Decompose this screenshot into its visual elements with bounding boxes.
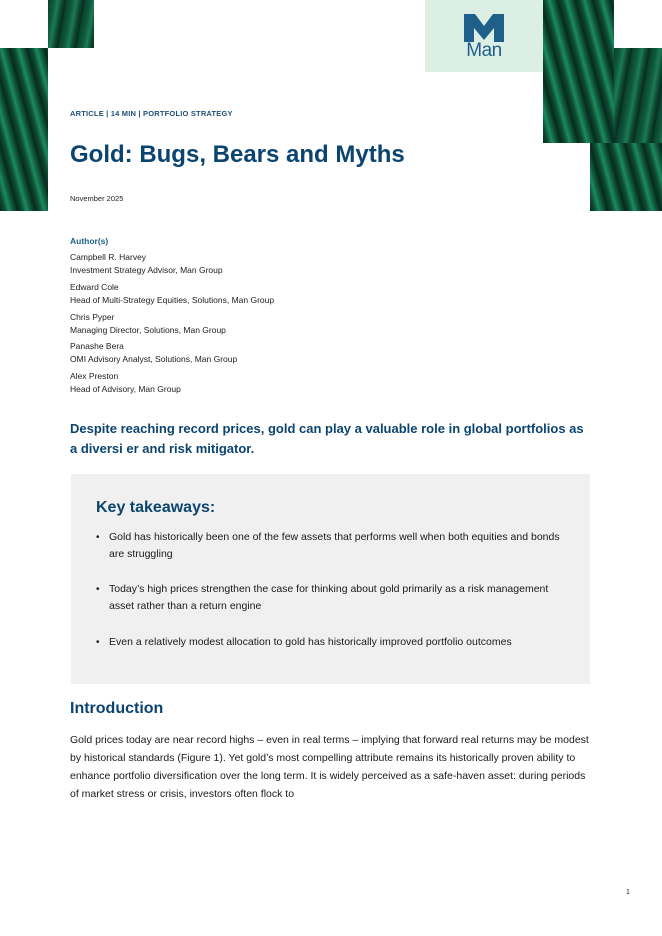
takeaway-item: • Today’s high prices strengthen the case for thinking about gold primarily as a risk management asset rather than a return engine — [109, 581, 569, 615]
page-title: Gold: Bugs, Bears and Myths — [70, 141, 405, 168]
brand-logo — [425, 0, 543, 72]
author-entry — [70, 281, 274, 307]
man-logo-icon — [464, 14, 504, 42]
takeaway-item: • Even a relatively modest allocation to gold has historically improved portfolio outcomes — [109, 634, 569, 651]
introduction-heading: Introduction — [70, 700, 164, 717]
decorative-pattern-top-left — [48, 0, 94, 48]
article-lede: Despite reaching record prices, gold can play a valuable role in global portfolios as a diversi er and risk mitigator. — [70, 421, 584, 456]
author-entry — [70, 340, 237, 366]
author-name: Alex Preston — [70, 371, 119, 381]
decorative-pattern-right-strip — [614, 48, 662, 143]
author-entry — [70, 311, 226, 337]
decorative-pattern-right-upper — [543, 0, 614, 143]
author-name: Chris Pyper — [70, 312, 115, 322]
page-number: 1 — [626, 889, 630, 896]
author-role: Head of Advisory, Man Group — [70, 384, 181, 394]
author-name: Panashe Bera — [70, 341, 124, 351]
key-takeaways-heading: Key takeaways: — [96, 499, 216, 516]
author-role: Managing Director, Solutions, Man Group — [70, 325, 226, 335]
key-takeaways-box — [71, 474, 590, 684]
takeaway-item: • Gold has historically been one of the few assets that performs well when both equities and bonds are struggling — [109, 529, 569, 563]
author-role: OMI Advisory Analyst, Solutions, Man Group — [70, 354, 238, 364]
publication-date: November 2025 — [70, 194, 124, 203]
author-role: Head of Multi-Strategy Equities, Solutions, Man Group — [70, 295, 275, 305]
author-entry — [70, 370, 181, 396]
author-entry — [70, 251, 223, 277]
author-name: Edward Cole — [70, 282, 119, 292]
introduction-body: Gold prices today are near record highs – even in real terms – implying that forward real returns may be modest by historical standards (Figure 1). Yet gold’s most compelling attribute remains its historically proven ability to enhance portfolio diversification over the long term. It is widely perceived as a safe-haven asset: during periods of market stress or crisis, investors often flock to — [70, 734, 589, 800]
decorative-pattern-right-lower — [590, 143, 662, 211]
decorative-pattern-left — [0, 48, 48, 211]
logo-wordmark: Man — [466, 40, 502, 61]
article-tagline: ARTICLE | 14 MIN | PORTFOLIO STRATEGY — [70, 109, 233, 118]
author-name: Campbell R. Harvey — [70, 252, 147, 262]
author-role: Investment Strategy Advisor, Man Group — [70, 265, 223, 275]
authors-heading: Author(s) — [70, 236, 109, 246]
